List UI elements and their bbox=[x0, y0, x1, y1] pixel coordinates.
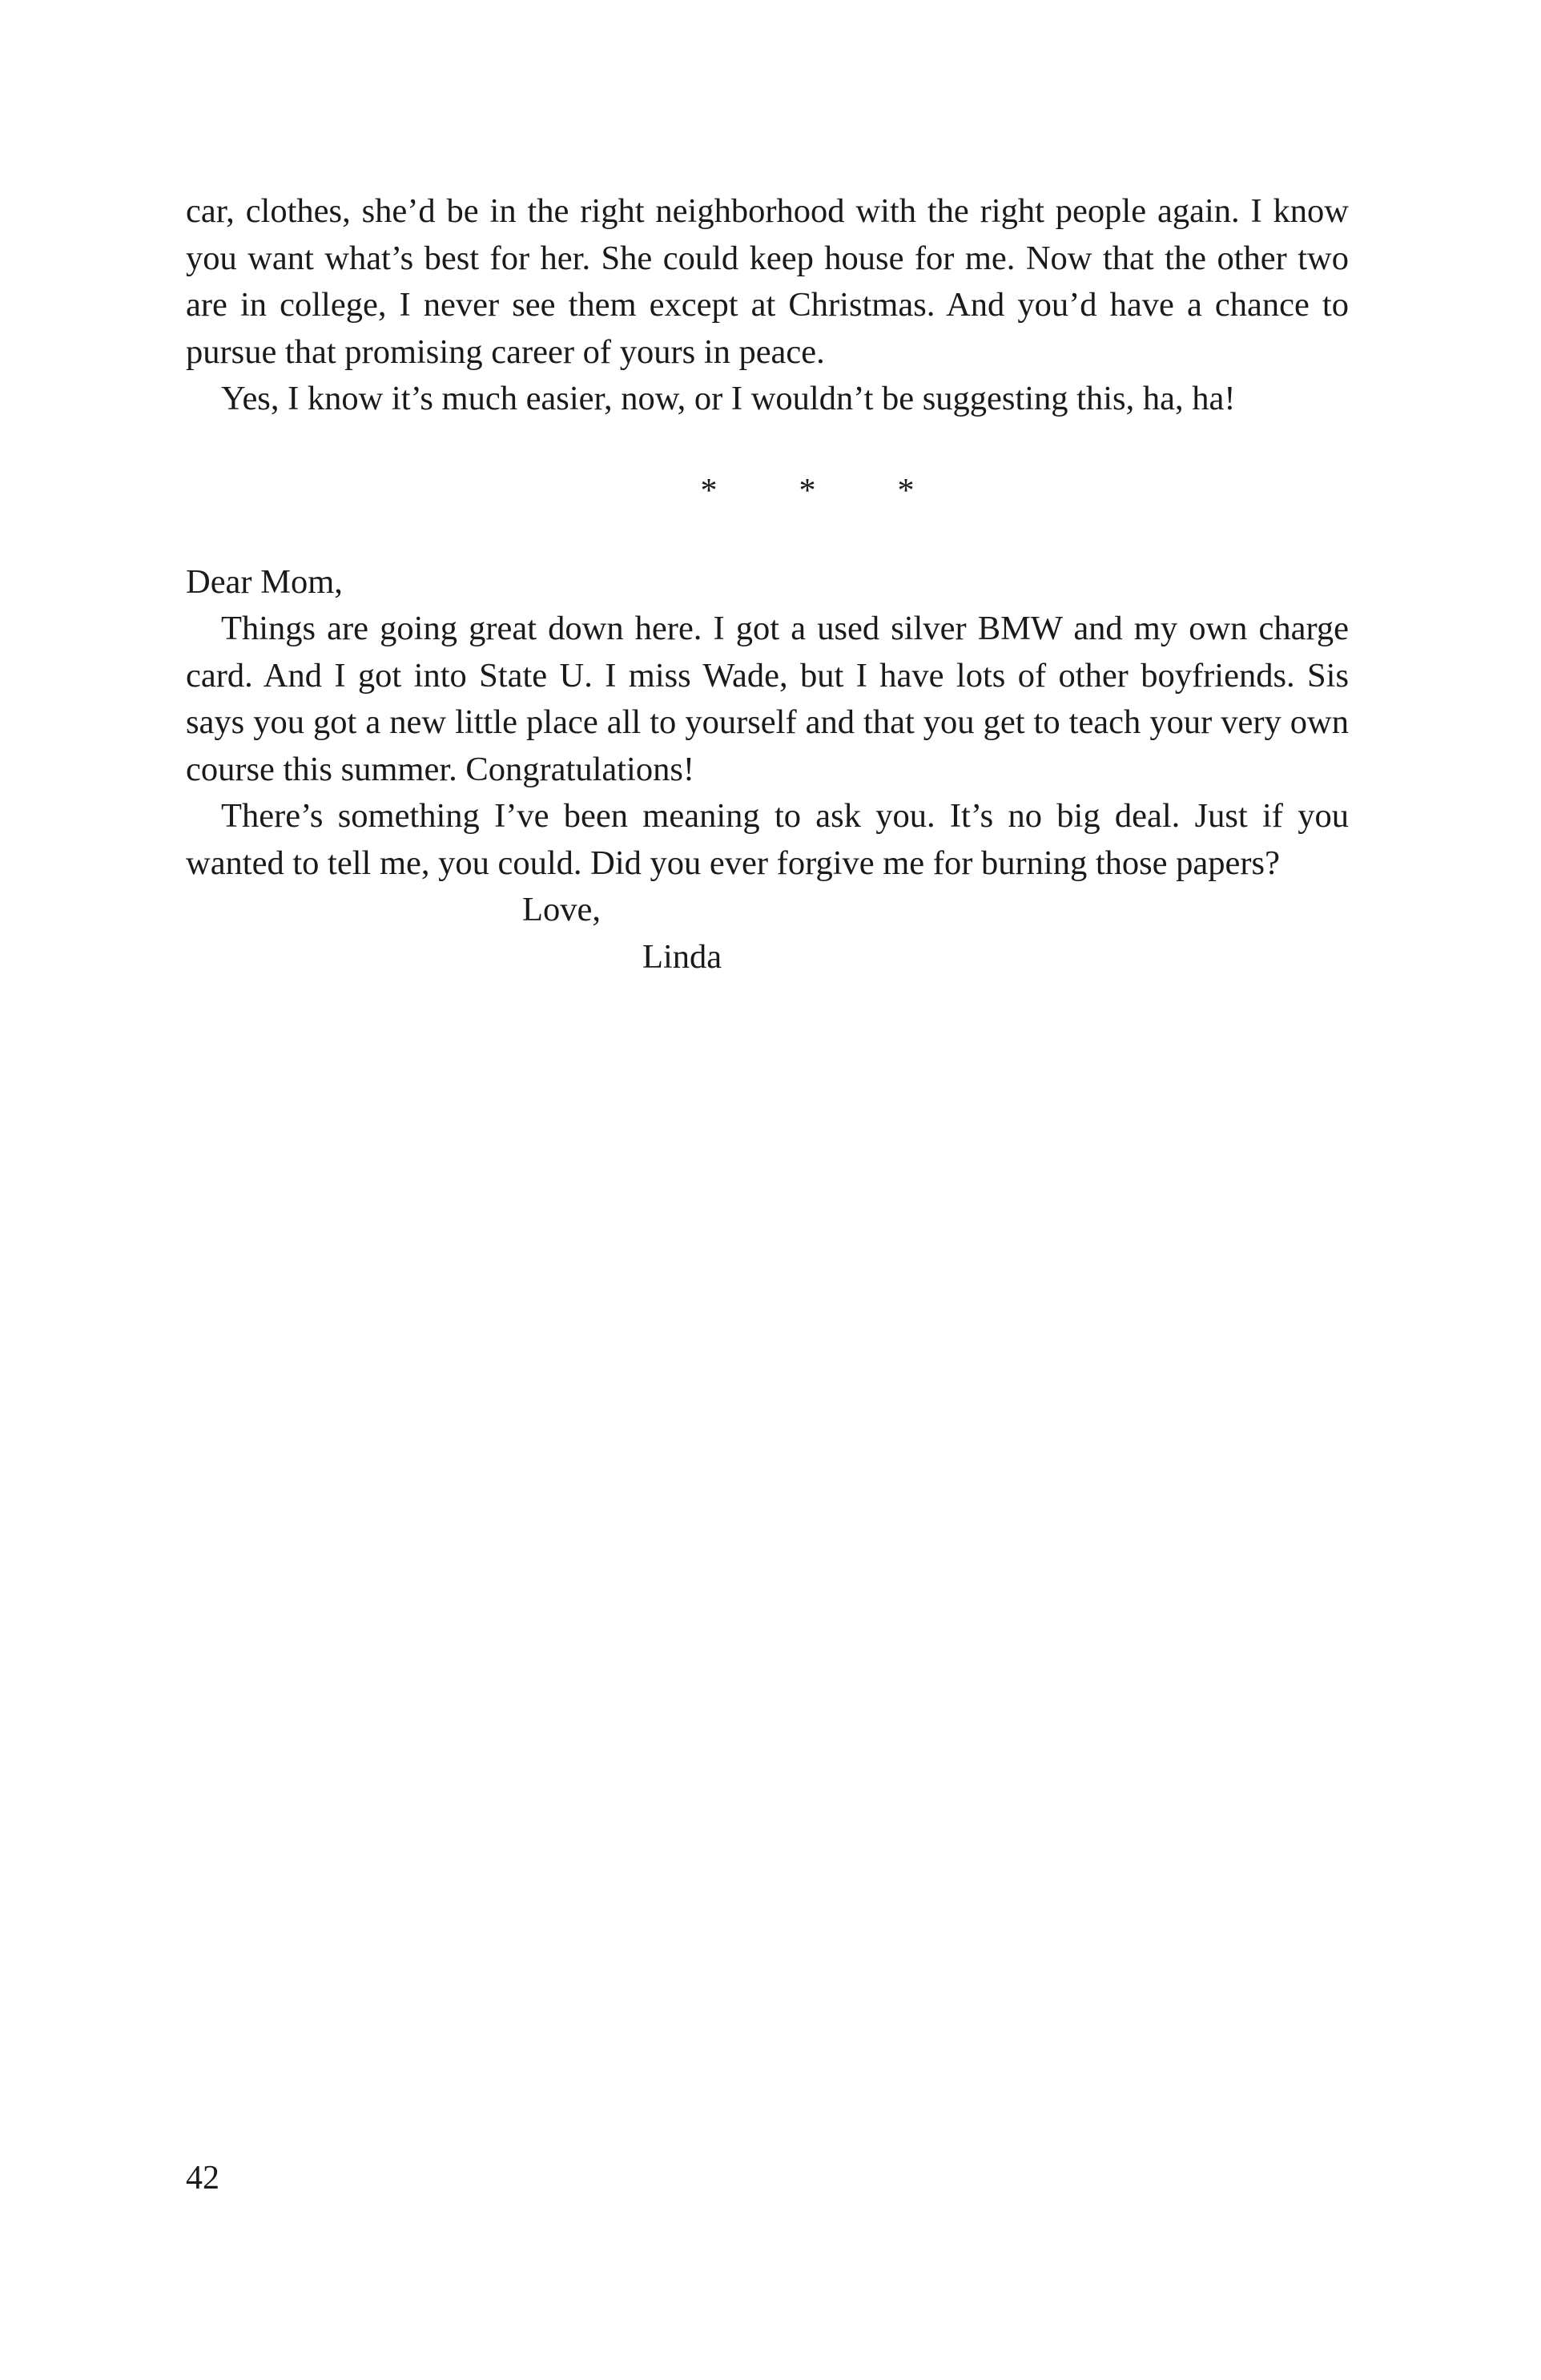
page-number: 42 bbox=[186, 2160, 219, 2197]
letter-paragraph: There’s something I’ve been meaning to ask you. It’s no big deal. Just if you wanted to tell me, you could. Did you ever forgive me for burning those papers? bbox=[186, 797, 1349, 882]
letter-closing: Love, bbox=[522, 891, 601, 928]
separator-asterisk: * bbox=[897, 472, 915, 509]
continued-paragraph: car, clothes, she’d be in the right neighborhood with the right people again. I know you want what’s best for her. She could keep house for me. Now that the other two are in college, I never see them except at Christmas. And you’d have a chance to pursue that promising career of yours in peace. bbox=[186, 192, 1349, 371]
letter-salutation: Dear Mom, bbox=[186, 562, 343, 601]
paragraph: Yes, I know it’s much easier, now, or I wouldn’t be suggesting this, ha, ha! bbox=[221, 380, 1236, 417]
separator-asterisk: * bbox=[700, 472, 718, 509]
letter-paragraph: Things are going great down here. I got a used silver BMW and my own charge card. And I got into State U. I miss Wade, but I have lots of other boyfriends. Sis says you got a new little place all to yourself and that you get to teach your very own course this summer. Congratulations! bbox=[186, 610, 1349, 788]
page-body bbox=[186, 188, 1349, 981]
letter-signature: Linda bbox=[642, 937, 722, 976]
section-separator bbox=[186, 468, 1349, 514]
separator-asterisk: * bbox=[799, 472, 816, 509]
